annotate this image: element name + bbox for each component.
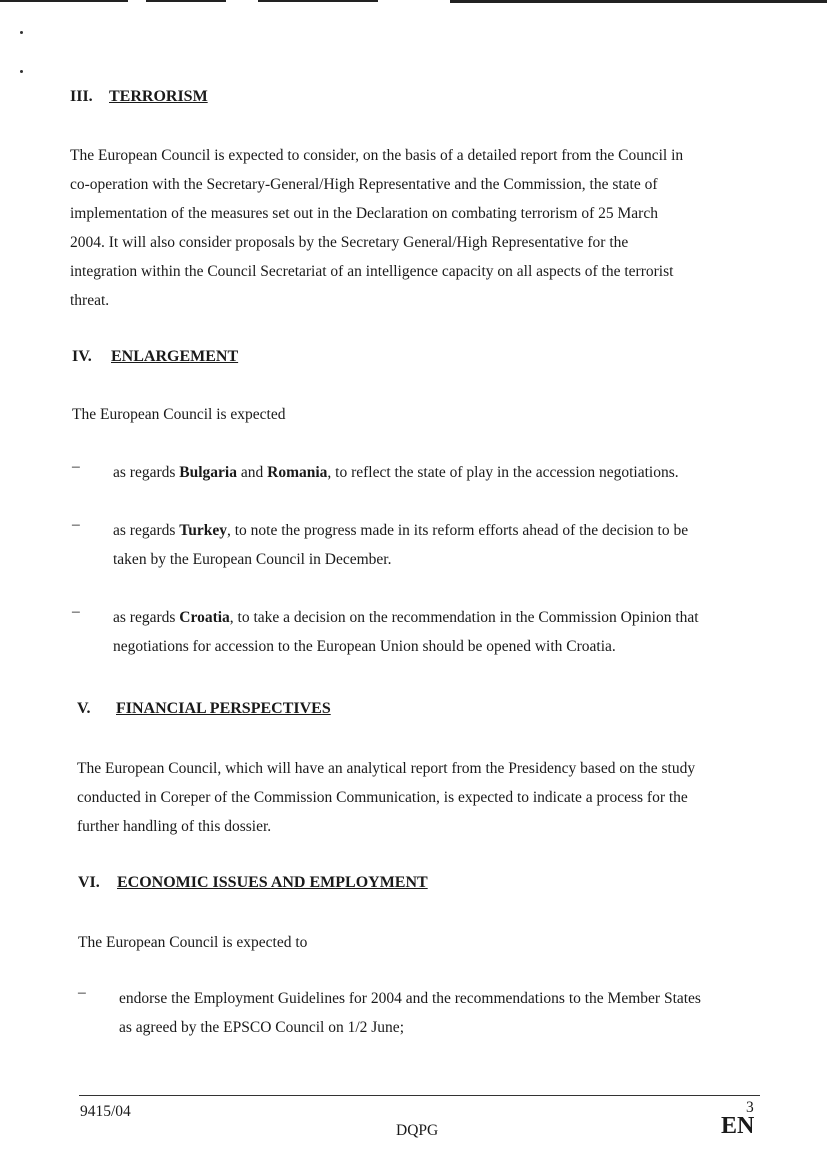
scan-speck xyxy=(20,70,23,73)
top-rule-mid1 xyxy=(146,0,226,2)
paragraph-line: 2004. It will also consider proposals by the Secretary General/High Representative for the xyxy=(70,234,629,251)
paragraph-line: threat. xyxy=(70,292,110,309)
footer-language: EN xyxy=(721,1113,755,1139)
paragraph-line: conducted in Coreper of the Commission Communication, is expected to indicate a process for the xyxy=(77,789,688,806)
section-heading-terrorism xyxy=(70,88,208,106)
paragraph-line: integration within the Council Secretariat of an intelligence capacity on all aspects of the terrorist xyxy=(70,263,674,280)
bullet-line: as agreed by the EPSCO Council on 1/2 June; xyxy=(119,1019,404,1036)
bullet-text xyxy=(113,516,753,574)
country-romania: Romania xyxy=(267,464,328,481)
section-heading-economic-issues xyxy=(78,874,428,892)
bullet-line: negotiations for accession to the European Union should be opened with Croatia. xyxy=(113,638,616,655)
paragraph-line: The European Council, which will have an analytical report from the Presidency based on the study xyxy=(77,760,696,777)
top-rule-left xyxy=(0,0,128,2)
bullet-line: taken by the European Council in December. xyxy=(113,551,392,568)
text-run: and xyxy=(236,464,268,481)
scan-speck xyxy=(20,31,23,34)
bullet-text xyxy=(113,458,753,487)
text-run: , to take a decision on the recommendation in the Commission Opinion that xyxy=(229,609,699,626)
section-title: TERRORISM xyxy=(109,88,208,105)
section-title: FINANCIAL PERSPECTIVES xyxy=(116,700,331,717)
bullet-dash: – xyxy=(72,603,80,620)
country-croatia: Croatia xyxy=(179,609,230,626)
section-title: ECONOMIC ISSUES AND EMPLOYMENT xyxy=(117,874,428,891)
footer-page-number: 3 xyxy=(746,1099,754,1116)
section-number: VI. xyxy=(78,874,100,891)
economic-issues-intro: The European Council is expected to xyxy=(78,934,308,951)
text-run: as regards xyxy=(113,609,180,626)
enlargement-intro: The European Council is expected xyxy=(72,406,286,423)
bullet-line xyxy=(113,603,753,632)
financial-perspectives-paragraph xyxy=(77,754,767,841)
section-heading-enlargement xyxy=(72,348,238,366)
bullet-line xyxy=(113,516,753,545)
paragraph-line: further handling of this dossier. xyxy=(77,818,272,835)
section-number: IV. xyxy=(72,348,92,365)
text-run: , to reflect the state of play in the accession negotiations. xyxy=(327,464,679,481)
footer-rule xyxy=(79,1095,760,1096)
text-run: , to note the progress made in its reform efforts ahead of the decision to be xyxy=(226,522,689,539)
bullet-text xyxy=(113,603,753,661)
bullet-line: endorse the Employment Guidelines for 2004 and the recommendations to the Member States xyxy=(119,990,701,1007)
bullet-dash: – xyxy=(72,516,80,533)
bullet-dash: – xyxy=(78,984,86,1001)
paragraph-line: co-operation with the Secretary-General/High Representative and the Commission, the state of xyxy=(70,176,658,193)
section-heading-financial-perspectives xyxy=(77,700,331,718)
section-number: V. xyxy=(77,700,91,717)
bullet-text xyxy=(119,984,759,1042)
section-title: ENLARGEMENT xyxy=(111,348,239,365)
country-turkey: Turkey xyxy=(179,522,227,539)
paragraph-line: The European Council is expected to consider, on the basis of a detailed report from the Council in xyxy=(70,147,684,164)
paragraph-line: implementation of the measures set out in the Declaration on combating terrorism of 25 March xyxy=(70,205,658,222)
section-number: III. xyxy=(70,88,93,105)
top-rule-mid2 xyxy=(258,0,378,2)
footer-department: DQPG xyxy=(396,1122,439,1139)
top-rule-right xyxy=(450,0,827,3)
footer-doc-number: 9415/04 xyxy=(80,1103,131,1120)
bullet-dash: – xyxy=(72,458,80,475)
country-bulgaria: Bulgaria xyxy=(179,464,237,481)
text-run: as regards xyxy=(113,522,180,539)
terrorism-paragraph xyxy=(70,141,770,315)
text-run: as regards xyxy=(113,464,180,481)
